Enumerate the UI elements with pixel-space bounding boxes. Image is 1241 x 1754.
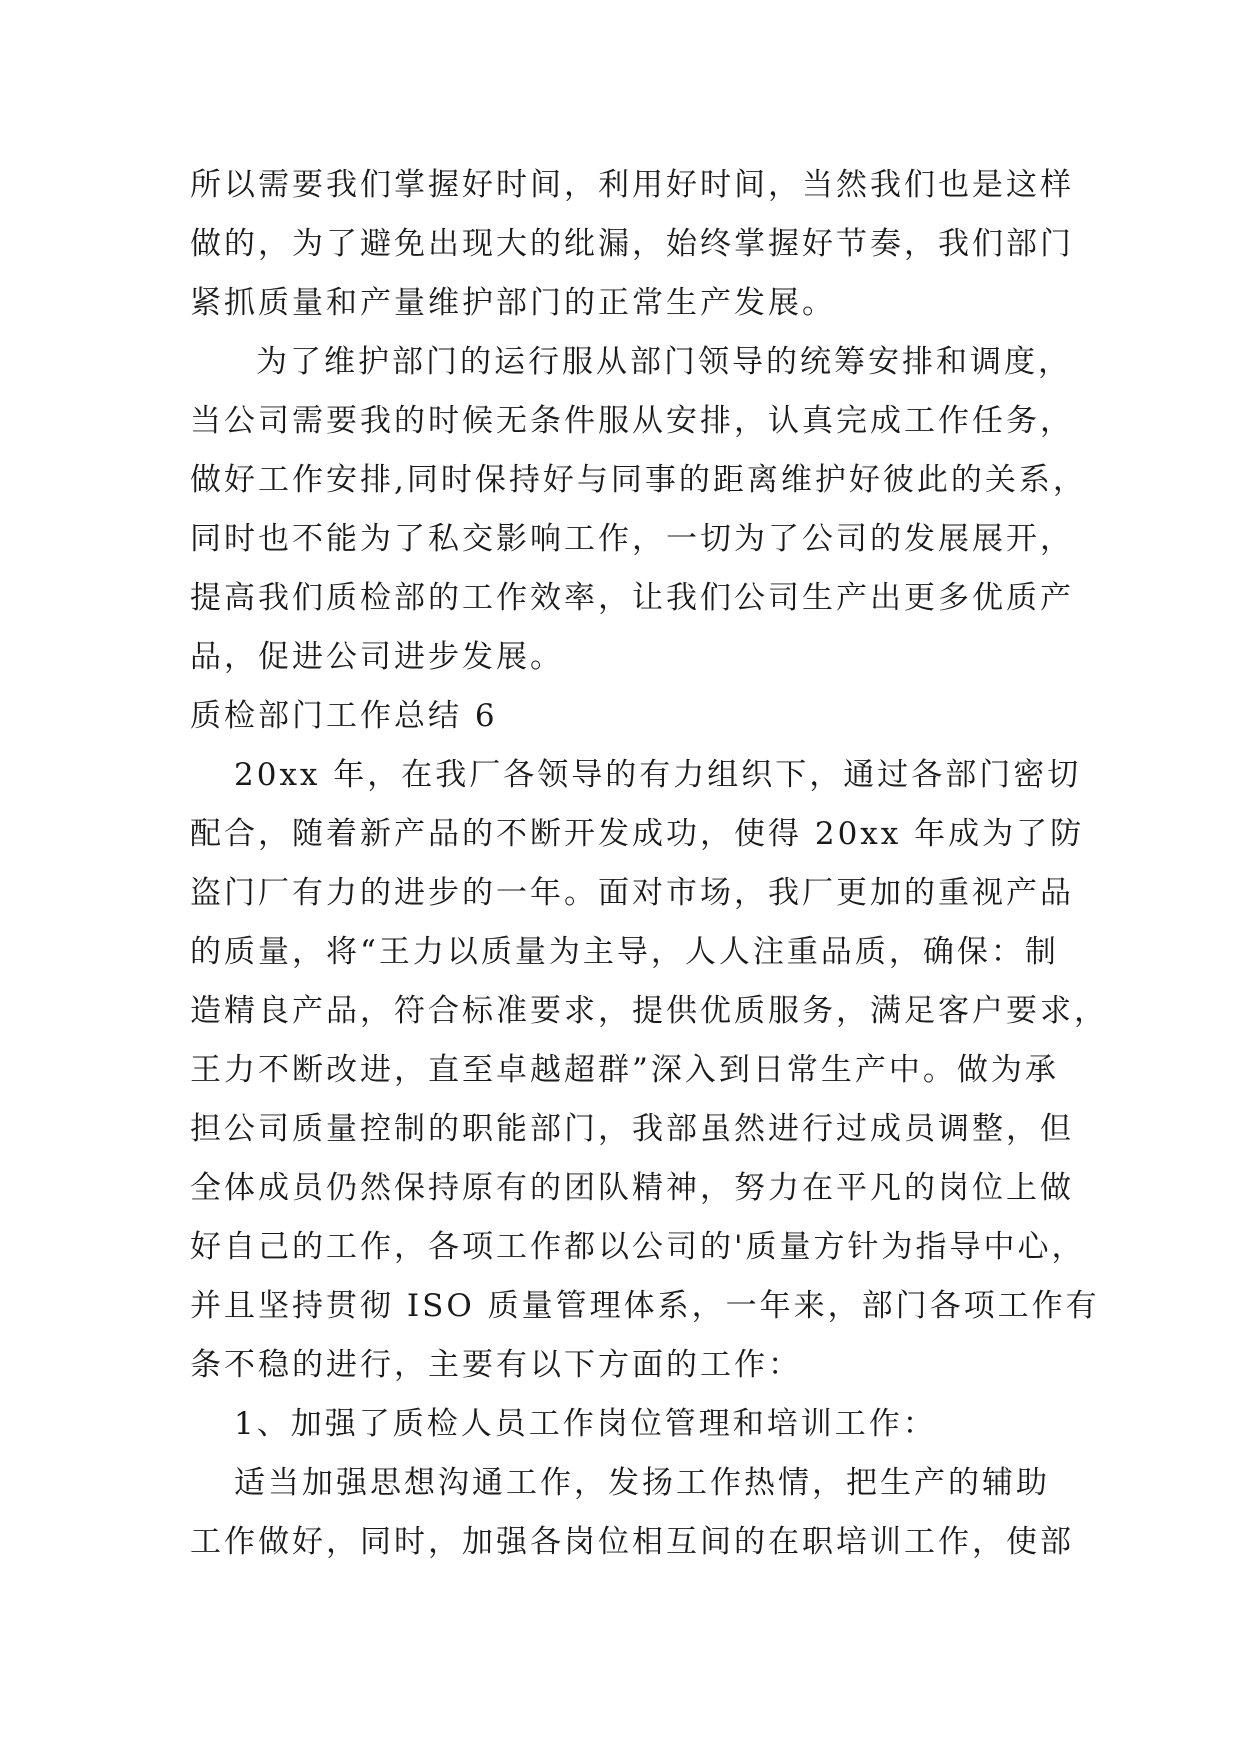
text-line: 全体成员仍然保持原有的团队精神，努力在平凡的岗位上做 [190,1170,1074,1206]
text-line: 造精良产品，符合标准要求，提供优质服务，满足客户要求， [190,993,1108,1029]
text-line: 所以需要我们掌握好时间，利用好时间，当然我们也是这样 [190,167,1074,203]
text-line: 担公司质量控制的职能部门，我部虽然进行过成员调整，但 [190,1111,1074,1147]
text-line: 当公司需要我的时候无条件服从安排，认真完成工作任务， [190,403,1074,439]
text-line: 做好工作安排,同时保持好与同事的距离维护好彼此的关系， [190,462,1087,498]
paragraph-start-line: 适当加强思想沟通工作，发扬工作热情，把生产的辅助 [234,1465,1050,1501]
text-line: 王力不断改进，直至卓越超群”深入到日常生产中。做为承 [190,1052,1059,1088]
text-line: 配合，随着新产品的不断开发成功，使得 20xx 年成为了防 [190,816,1085,852]
document-body [190,156,1108,1572]
text-line: 提高我们质检部的工作效率，让我们公司生产出更多优质产 [190,580,1074,616]
paragraph-start-line: 20xx 年，在我厂各领导的有力组织下，通过各部门密切 [234,757,1082,793]
text-line: 的质量，将“王力以质量为主导，人人注重品质，确保：制 [190,934,1059,970]
paragraph-start-line: 为了维护部门的运行服从部门领导的统筹安排和调度， [256,344,1072,380]
section-heading: 质检部门工作总结 6 [190,698,498,734]
text-line: 条不稳的进行，主要有以下方面的工作： [190,1347,802,1383]
text-line: 同时也不能为了私交影响工作，一切为了公司的发展展开， [190,521,1074,557]
text-line: 并且坚持贯彻 ISO 质量管理体系，一年来，部门各项工作有 [190,1288,1100,1324]
text-line: 做的，为了避免出现大的纰漏，始终掌握好节奏，我们部门 [190,226,1074,262]
text-line: 工作做好，同时，加强各岗位相互间的在职培训工作，使部 [190,1524,1074,1560]
text-line: 紧抓质量和产量维护部门的正常生产发展。 [190,285,836,321]
text-line: 品，促进公司进步发展。 [190,639,564,675]
list-item-heading: 1、加强了质检人员工作岗位管理和培训工作： [234,1406,937,1442]
text-line: 盗门厂有力的进步的一年。面对市场，我厂更加的重视产品 [190,875,1074,911]
text-line: 好自己的工作，各项工作都以公司的'质量方针为指导中心， [190,1229,1086,1265]
